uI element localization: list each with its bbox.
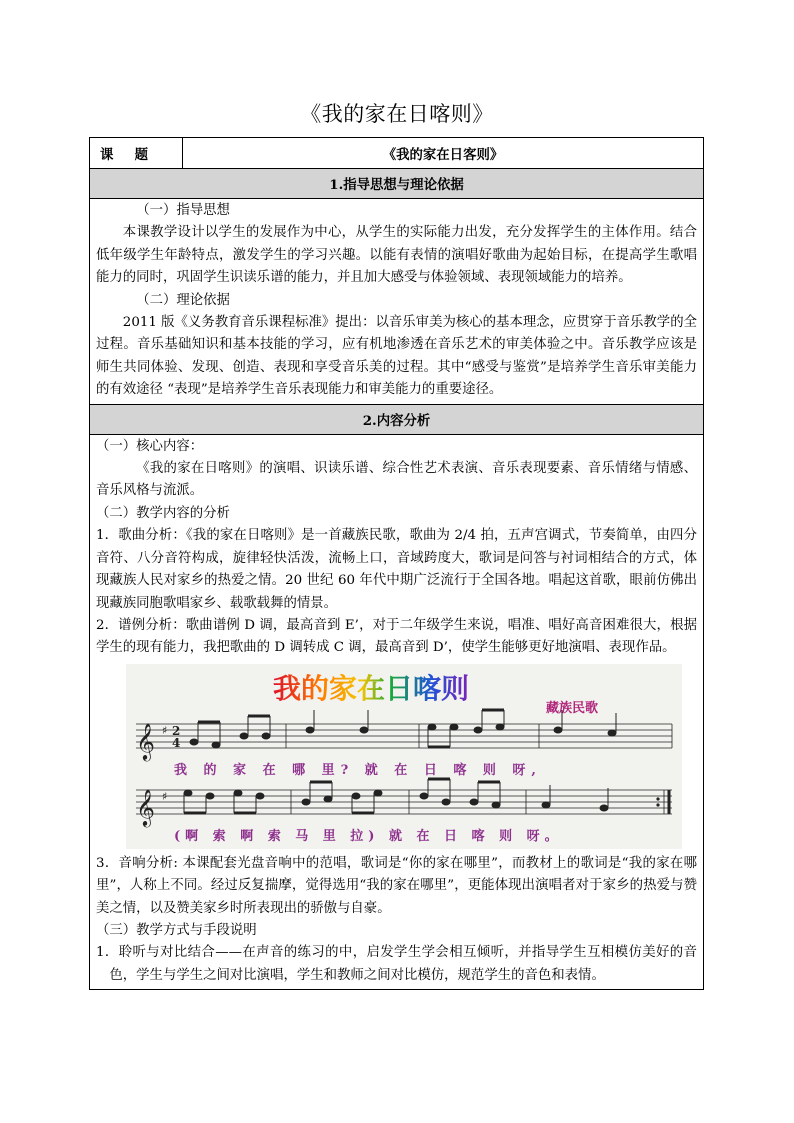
time-sig-top: 2 xyxy=(172,723,181,738)
score-analysis: 2．谱例分析：歌曲谱例 D 调，最高音到 E’，对于二年级学生来说，唱准、唱好高音困难很大，根据学生的现有能力，我把歌曲的 D 调转成 C 调，最高音到 D’，使学生能够更好地演唱、表现作品。 xyxy=(96,617,697,656)
lyrics-line-1: 我 的 家 在 哪 里? 就 在 日 喀 则 呀, xyxy=(174,762,542,778)
section2-body-row xyxy=(90,434,704,990)
song-analysis: 1．歌曲分析：《我的家在日喀则》是一首藏族民歌，歌曲为 2/4 拍，五声宫调式，节奏简单，由四分音符、八分音符构成，旋律轻快活泼，流畅上口，音域跨度大，歌词是问答与衬词相结合的方式，体现藏族人民对家乡的热爱之情。20 世纪 60 年代中期广泛流行于全国各地。唱起这首歌，眼前仿佛出现藏族同胞歌唱家乡、载歌载舞的情景。 xyxy=(96,528,697,611)
audio-analysis: 3．音响分析: 本课配套光盘音响中的范唱，歌词是“你的家在哪里”，而教材上的歌词是“我的家在哪里”，人称上不同。经过反复揣摩，觉得选用“我的家在哪里”，更能体现出演唱者对于家乡的热爱与赞美之情，以及赞美家乡时所表现出的骄傲与自豪。 xyxy=(96,855,697,916)
topic-label-a: 课 xyxy=(100,146,114,163)
section2-body xyxy=(90,434,704,990)
topic-value: 《我的家在日客则》 xyxy=(183,138,704,169)
lesson-plan-table xyxy=(89,137,704,990)
sheet-music-image xyxy=(126,664,682,849)
section2-heading-row xyxy=(90,404,704,434)
section2-heading: 2.内容分析 xyxy=(90,404,704,434)
treble-clef-icon: 𝄞 xyxy=(136,721,155,760)
sheet-music-svg xyxy=(126,664,682,849)
key-sharp-icon: ♯ xyxy=(162,789,168,803)
guiding-thought-title: （一）指导思想 xyxy=(136,203,230,218)
section1-body xyxy=(90,199,704,405)
treble-clef-icon: 𝄞 xyxy=(136,787,155,826)
page-title: 《我的家在日喀则》 xyxy=(300,102,494,126)
theory-basis-title: （二）理论依据 xyxy=(136,292,230,308)
sheet-music-title: 我的家在日喀则 xyxy=(272,671,470,705)
theory-basis-body: 2011 版《义务教育音乐课程标准》提出：以音乐审美为核心的基本理念，应贯穿于音乐教学的全过程。音乐基础知识和基本技能的学习，应有机地渗透在音乐艺术的审美体验之中。音乐教学应该是师生共同体验、发现、创造、表现和享受音乐美的过程。其中“感受与鉴赏”是培养学生音乐审美能力的有效途径 “表现”是培养学生音乐表现能力和审美能力的重要途径。 xyxy=(96,315,697,398)
time-sig-bottom: 4 xyxy=(172,735,181,750)
topic-row xyxy=(90,138,704,169)
core-content-body: 《我的家在日喀则》的演唱、识读乐谱、综合性艺术表演、音乐表现要素、音乐情绪与情感、音乐风格与流派。 xyxy=(96,461,697,499)
teaching-method-1: 1．聆听与对比结合——在声音的练习的中，启发学生学会相互倾听，并指导学生互相模仿美好的音色，学生与学生之间对比演唱，学生和教师之间对比模仿，规范学生的音色和表情。 xyxy=(96,945,697,983)
topic-label-b: 题 xyxy=(134,146,148,163)
sheet-music-subtitle: 藏族民歌 xyxy=(546,700,599,716)
core-content-title: （一）核心内容： xyxy=(96,438,204,454)
topic-label-cell xyxy=(90,138,183,169)
section1-heading: 1.指导思想与理论依据 xyxy=(90,169,704,199)
key-sharp-icon: ♯ xyxy=(162,723,168,737)
lyrics-line-2: (啊 索 啊 索 马 里 拉) 就 在 日 喀 则 呀。 xyxy=(174,828,563,844)
section1-body-row xyxy=(90,199,704,405)
content-analysis-title: （二）教学内容的分析 xyxy=(96,505,230,521)
section1-heading-row xyxy=(90,169,704,199)
teaching-method-title: （三）教学方式与手段说明 xyxy=(96,922,257,938)
guiding-thought-body: 本课教学设计以学生的发展作为中心，从学生的实际能力出发，充分发挥学生的主体作用。结合低年级学生年龄特点，激发学生的学习兴趣。以能有表情的演唱好歌曲为起始目标，在提高学生歌唱能力的同时，巩固学生识读乐谱的能力，并且加大感受与体验领域、表现领域能力的培养。 xyxy=(96,225,697,286)
